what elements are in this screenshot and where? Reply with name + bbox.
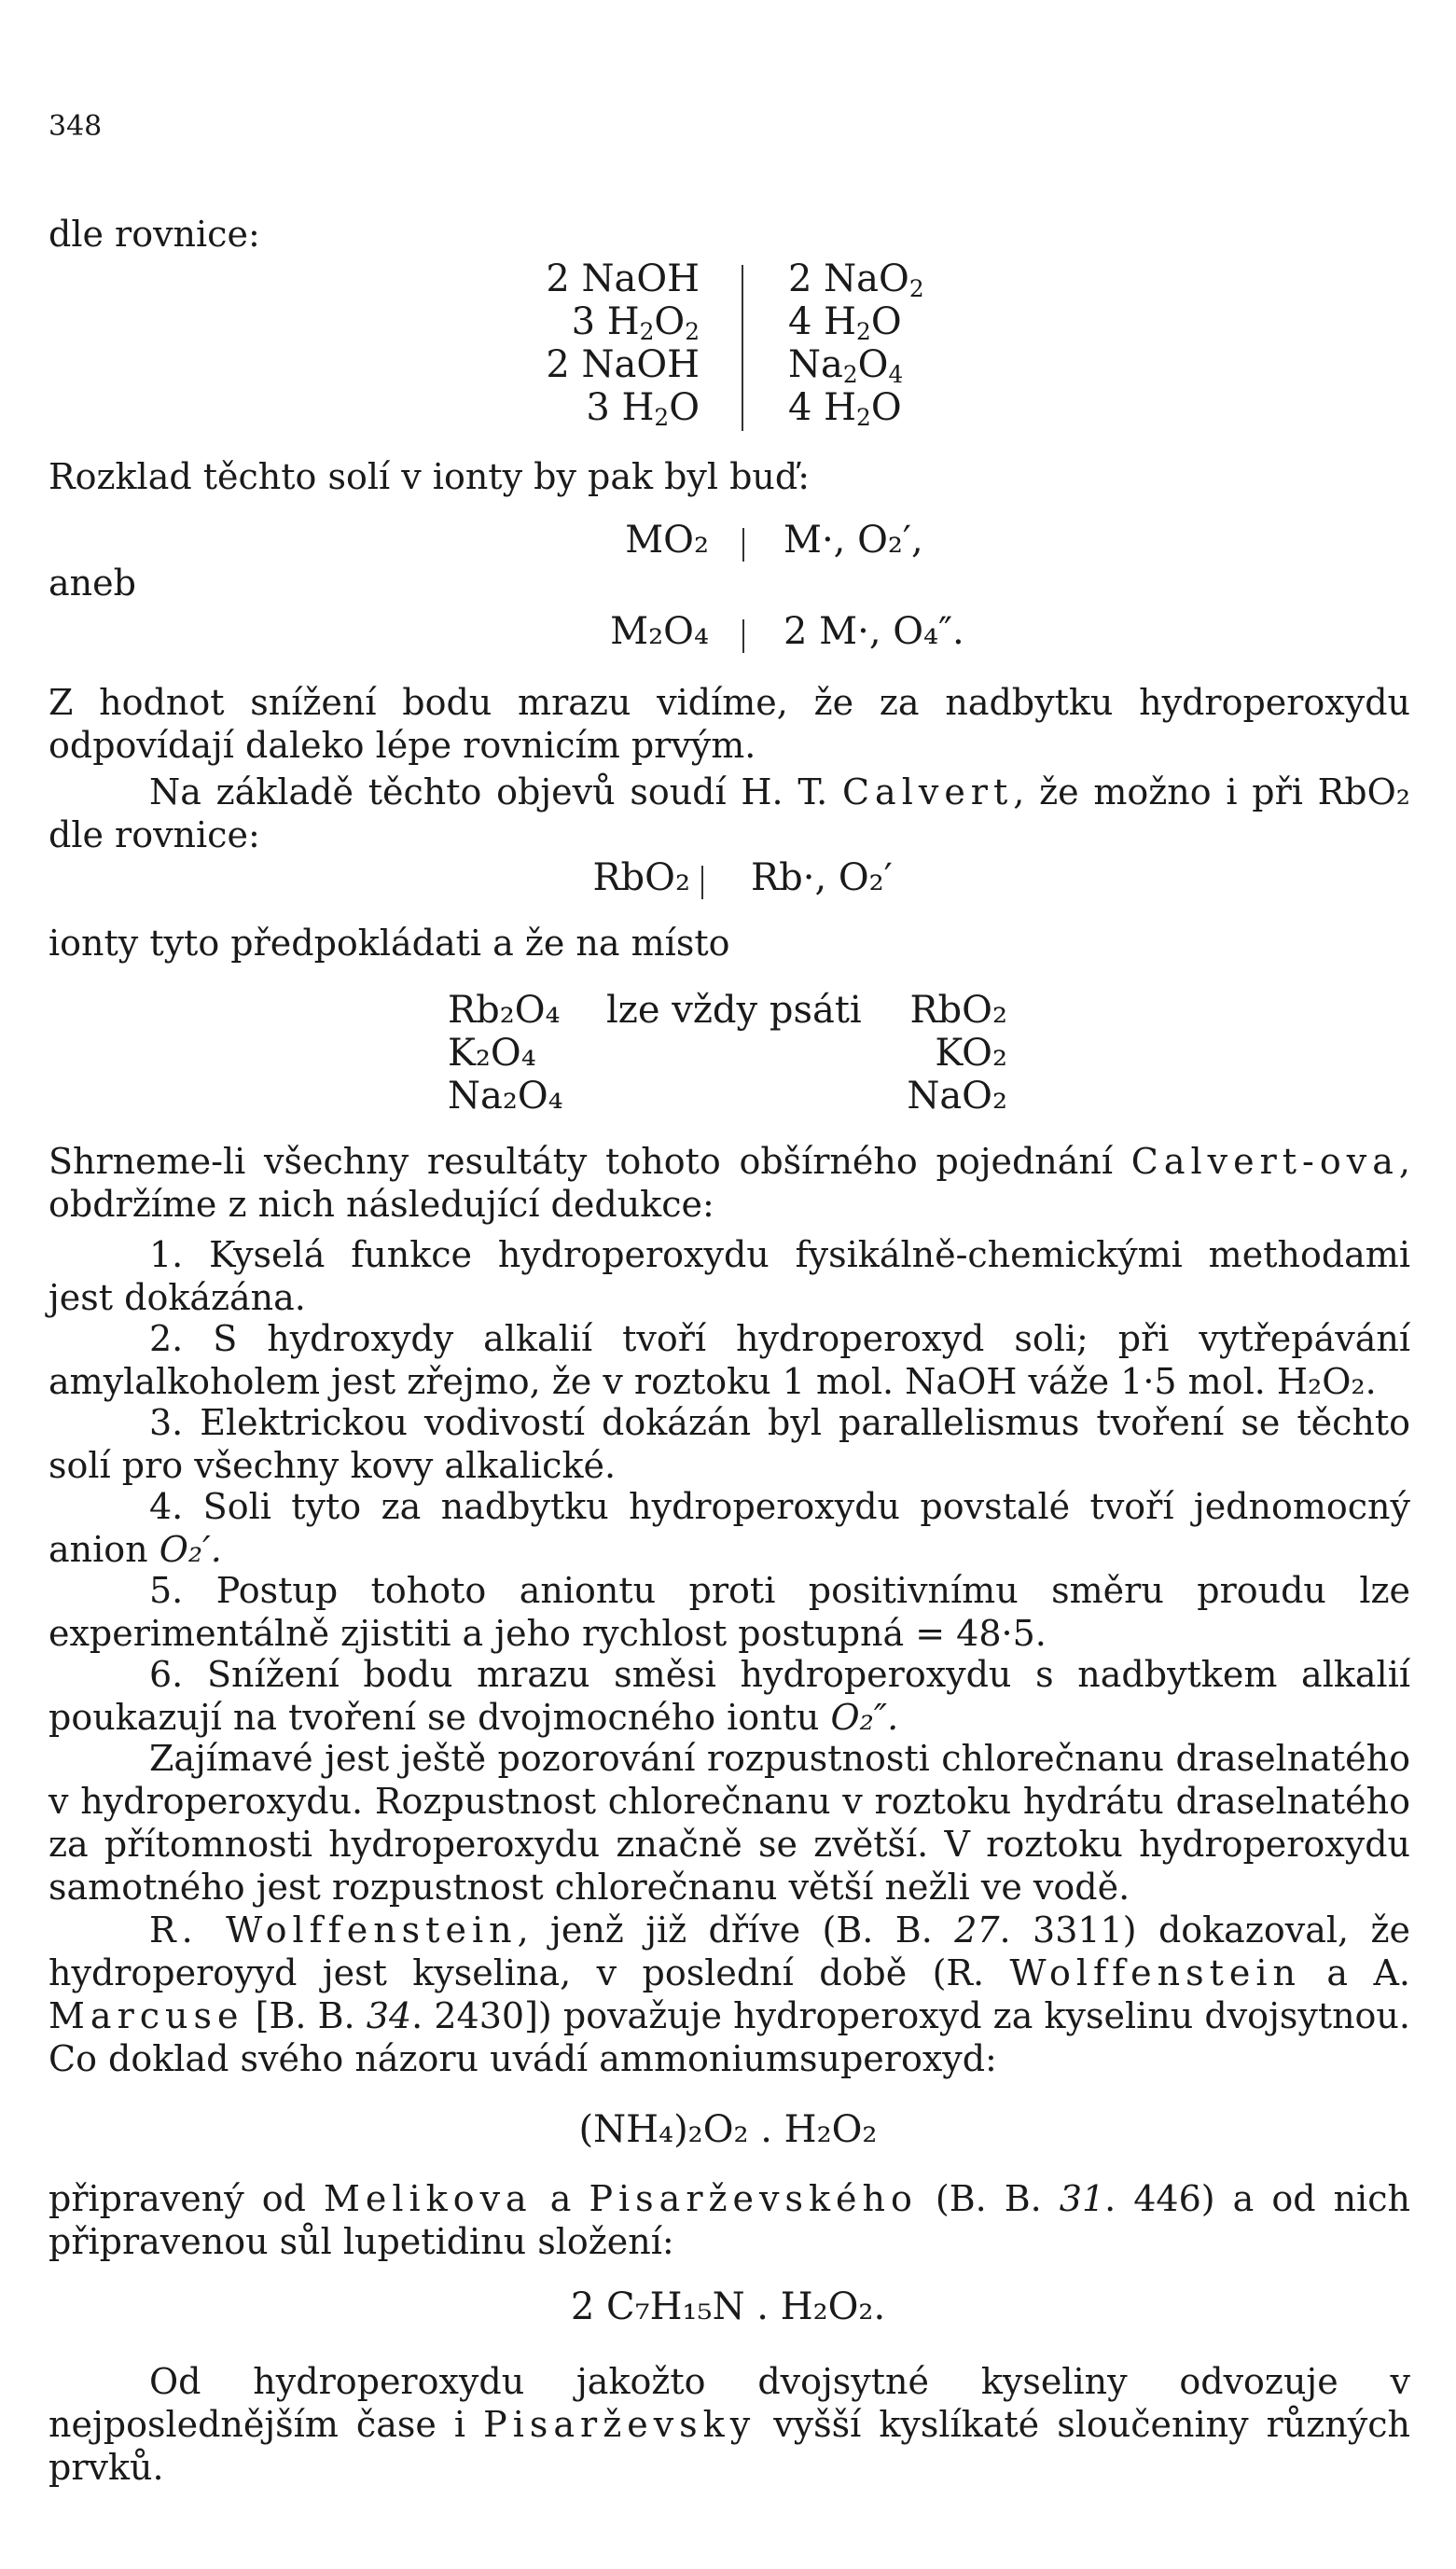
equation-2a-right: M·, O₂′, xyxy=(783,519,923,562)
author-name-calvert: Calvert xyxy=(841,771,1014,812)
equation-1-right-row-1: 2 NaO$_2$ xyxy=(788,257,924,303)
equation-4-left-2: K₂O₄ xyxy=(448,1032,536,1075)
wolff-text-e: . 2430]) považuje hydroperoxyd za kyselinu dvojsytnou. Co doklad svého názoru uvádí ammoniumsuperoxyd: xyxy=(49,1995,1410,2079)
author-marcuse: Marcuse xyxy=(49,1995,244,2036)
equation-3-left: RbO₂ xyxy=(592,856,690,899)
deduction-item-1: 1. Kyselá funkce hydroperoxydu fysikálně-chemickými methodami jest dokázána. xyxy=(49,1234,1410,1318)
deduction-item-3: 3. Elektrickou vodivostí dokázán byl parallelismus tvoření se těchto solí pro všechny kovy alkalické. xyxy=(49,1402,1410,1486)
equation-1-left-row-4: 3 $H_2O$ xyxy=(586,386,700,432)
paragraph-chlorate: Zajímavé jest ještě pozorování rozpustnosti chlorečnanu draselnatého v hydroperoxydu. Rozpustnost chlorečnanu v roztoku hydrátu draselnatého za přítomnosti hydroperoxydu značně se zvětší. V roztoku hydroperoxydu samotného jest rozpustnost chlorečnanu větší nežli ve vodě. xyxy=(49,1738,1410,1908)
author-wolffenstein-2: Wolffenstein xyxy=(1009,1952,1302,1993)
prep-text-d: . 446) a od nich připravenou sůl lupetidinu složení: xyxy=(49,2178,1410,2262)
para2-text-a: Na základě těchto objevů soudí H. T. xyxy=(149,771,842,812)
equation-1-divider xyxy=(742,265,743,431)
wolff-text-a: , jenž již dříve (B. B. xyxy=(517,1909,955,1951)
equation-1-right-column xyxy=(788,257,924,432)
summary-intro xyxy=(49,1140,1410,1226)
equation-2b-divider xyxy=(742,619,744,653)
equation-2a-divider xyxy=(742,528,744,562)
author-wolffenstein-1: R. Wolffenstein xyxy=(149,1909,518,1951)
equation-ammonium-superoxide: (NH₄)₂O₂ . H₂O₂ xyxy=(578,2108,878,2151)
ionty-text: ionty tyto předpokládati a že na místo xyxy=(49,923,730,964)
ref-volume-31: 31 xyxy=(1059,2178,1105,2219)
equation-4-left-3: Na₂O₄ xyxy=(448,1075,563,1118)
paragraph-calvert xyxy=(49,771,1410,856)
equation-2b-left: M₂O₄ xyxy=(610,610,709,653)
paragraph-final xyxy=(49,2360,1410,2489)
prep-text-c: (B. B. xyxy=(917,2178,1060,2219)
equation-1-left-row-3: 2 NaOH xyxy=(546,343,700,386)
deduction-item-2: 2. S hydroxydy alkalií tvoří hydroperoxyd soli; při vytřepávání amylalkoholem jest zřejmo, že v roztoku 1 mol. NaOH váže 1·5 mol. H₂O₂. xyxy=(49,1318,1410,1402)
equation-1-right-row-4: 4 $H_2O$ xyxy=(788,386,902,432)
paragraph-wolffenstein xyxy=(49,1909,1410,2080)
deduction-item-6 xyxy=(49,1653,1410,1739)
equation-3-divider xyxy=(701,866,703,899)
equation-3-right: Rb·, O₂′ xyxy=(751,856,893,899)
equation-1-right-row-2: 4 $H_2O$ xyxy=(788,300,902,346)
equation-4-right-1: RbO₂ xyxy=(909,989,1007,1032)
final-text-a: Od hydroperoxydu jakožto dvojsytné kyseliny odvozuje v nejposlednějším čase i xyxy=(49,2361,1410,2445)
equation-4-middle: lze vždy psáti xyxy=(606,989,862,1032)
paragraph-freezing-point: Z hodnot snížení bodu mrazu vidíme, že za nadbytku hydroperoxydu odpovídají daleko lépe rovnicím prvým. xyxy=(49,682,1410,766)
item6-text: 6. Snížení bodu mrazu směsi hydroperoxydu s nadbytkem alkalií poukazují na tvoření se dvojmocného iontu xyxy=(49,1654,1410,1738)
item4-text: 4. Soli tyto za nadbytku hydroperoxydu povstalé tvoří jednomocný anion xyxy=(49,1486,1410,1570)
equation-lupetidine: 2 C₇H₁₅N . H₂O₂. xyxy=(570,2285,886,2328)
aneb-text: aneb xyxy=(49,562,136,604)
equation-4-right-2: KO₂ xyxy=(935,1032,1007,1075)
author-melikov: Melikova xyxy=(323,2178,533,2219)
equation-1-right-row-3: $Na_2O_4$ xyxy=(788,343,904,389)
page-number: 348 xyxy=(49,110,103,143)
equation-4-left-1: Rb₂O₄ xyxy=(448,989,561,1032)
equation-1-left-row-2: 3 $H_2O_2$ xyxy=(571,300,700,346)
equation-2a-left: MO₂ xyxy=(625,519,709,562)
item6-formula: O₂″. xyxy=(830,1697,899,1738)
summary-text-a: Shrneme-li všechny resultáty tohoto obšírného pojednání xyxy=(49,1141,1131,1182)
final-text-b: vyšší kyslíkaté sloučeniny různých prvků. xyxy=(49,2404,1410,2488)
equation-4-right-3: NaO₂ xyxy=(907,1075,1007,1118)
ref-volume-34: 34 xyxy=(366,1995,412,2036)
item4-formula: O₂′. xyxy=(159,1529,222,1570)
equation-1-left-row-1: 2 NaOH xyxy=(546,257,700,300)
equation-2b-right: 2 M·, O₄″. xyxy=(783,610,964,653)
deduction-item-4 xyxy=(49,1485,1410,1571)
author-pisarzhevsky-final: Pisarževsky xyxy=(483,2404,756,2445)
rozklad-text: Rozklad těchto solí v ionty by pak byl buď: xyxy=(49,456,811,497)
prep-text-a: připravený od xyxy=(49,2178,324,2219)
equation-1-left-column xyxy=(485,257,700,432)
author-pisarzhevsky: Pisarževského xyxy=(589,2178,918,2219)
wolff-text-b: . 3311) dokazoval, že hydroperoyyd jest kyselina, v poslední době (R. xyxy=(49,1909,1410,1993)
author-name-calvert-ova: Calvert-ova xyxy=(1130,1141,1399,1182)
deduction-item-5: 5. Postup tohoto aniontu proti positivnímu směru proudu lze experimentálně zjistiti a jeho rychlost postupná = 48·5. xyxy=(49,1570,1410,1654)
paragraph-prepared xyxy=(49,2177,1410,2263)
wolff-text-d: [B. B. xyxy=(243,1995,367,2036)
wolff-text-c: a A. xyxy=(1301,1952,1410,1993)
para2-text-b: , že možno i při RbO₂ dle rovnice: xyxy=(49,771,1411,855)
ref-volume-27: 27 xyxy=(954,1909,1000,1951)
intro-text: dle rovnice: xyxy=(49,214,260,255)
prep-text-b: a xyxy=(532,2178,589,2219)
summary-text-b: , obdržíme z nich následující dedukce: xyxy=(49,1141,1410,1225)
